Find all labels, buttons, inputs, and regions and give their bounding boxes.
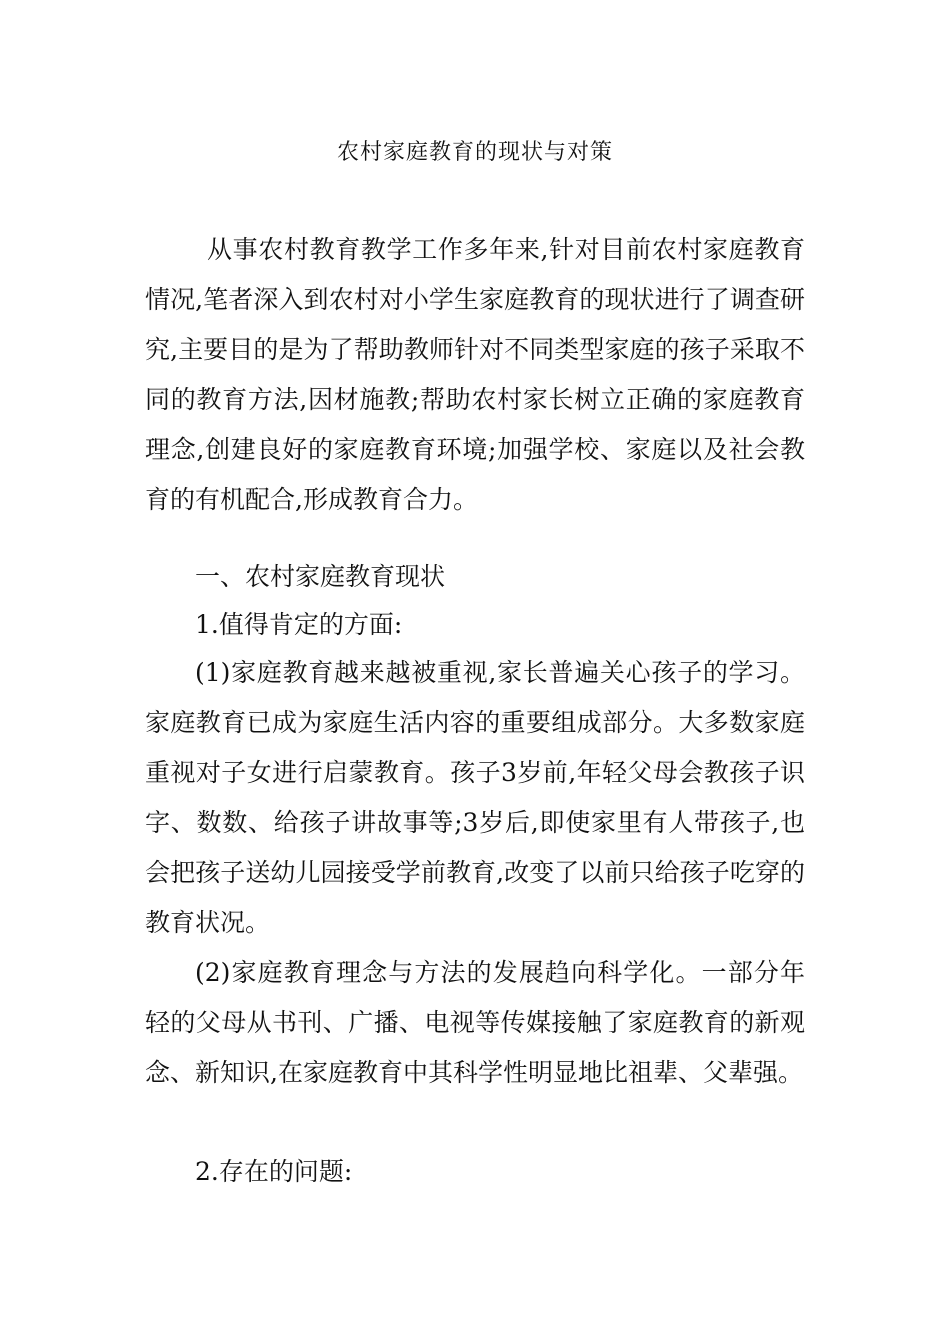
subsection-heading-problems: 2.存在的问题: <box>195 1157 353 1186</box>
paragraph-item-1: (1)家庭教育越来越被重视,家长普遍关心孩子的学习。家庭教育已成为家庭生活内容的重要组成部分。大多数家庭重视对子女进行启蒙教育。孩子3岁前,年轻父母会教孩子识字、数数、给孩子讲故事等;3岁后,即使家里有人带孩子,也会把孩子送幼儿园接受学前教育,改变了以前只给孩子吃穿的教育状况。 <box>145 658 805 937</box>
section-heading: 一、农村家庭教育现状 <box>195 562 446 591</box>
document-title: 农村家庭教育的现状与对策 <box>336 140 613 165</box>
paragraph-item-2: (2)家庭教育理念与方法的发展趋向科学化。一部分年轻的父母从书刊、广播、电视等传媒接触了家庭教育的新观念、新知识,在家庭教育中其科学性明显地比祖辈、父辈强。 <box>145 958 805 1087</box>
subsection-heading-positive: 1.值得肯定的方面: <box>195 610 403 639</box>
intro-paragraph: 从事农村教育教学工作多年来,针对目前农村家庭教育情况,笔者深入到农村对小学生家庭教育的现状进行了调查研究,主要目的是为了帮助教师针对不同类型家庭的孩子采取不同的教育方法,因材施教;帮助农村家长树立正确的家庭教育理念,创建良好的家庭教育环境;加强学校、家庭以及社会教育的有机配合,形成教育合力。 <box>145 235 805 514</box>
